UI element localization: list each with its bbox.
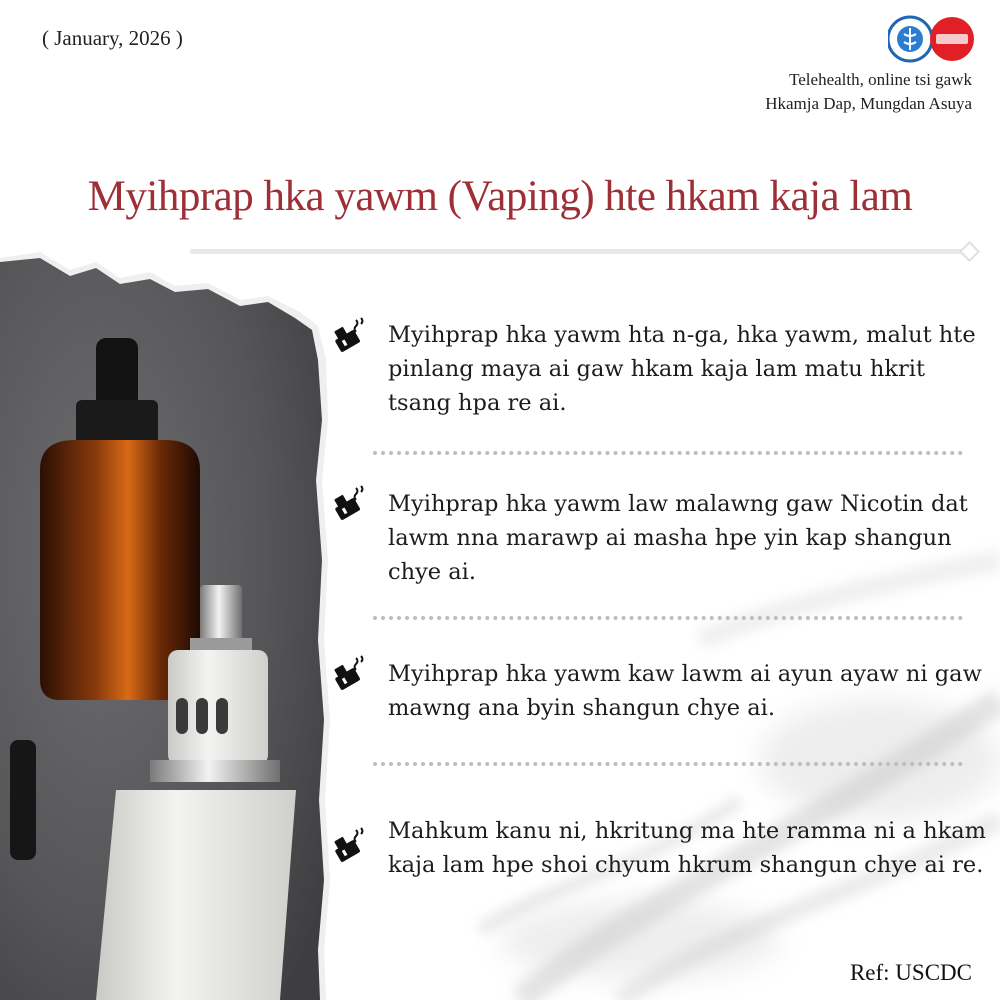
vape-icon xyxy=(326,652,368,694)
reference-label: Ref: USCDC xyxy=(849,960,972,985)
list-item-1: Myihprap hka yawm hta n-ga, hka yawm, malut hte pinlang maya ai gaw hkam kaja lam matu hkrit tsang hpa re ai. xyxy=(388,322,976,416)
dotted-separator xyxy=(373,451,963,455)
ministry-logos xyxy=(888,14,974,64)
vape-icon xyxy=(326,314,368,356)
vape-icon xyxy=(326,482,368,524)
list-item-2: Myihprap hka yawm law malawng gaw Nicotin dat lawm nna marawp ai masha hpe yin kap shangun chye ai. xyxy=(388,491,968,585)
page-title: Myihprap hka yawm (Vaping) hte hkam kaja lam xyxy=(87,173,913,220)
vape-icon xyxy=(326,824,368,866)
date-label: ( January, 2026 ) xyxy=(42,26,183,50)
org-line-2: Hkamja Dap, Mungdan Asuya xyxy=(765,94,972,113)
dotted-separator xyxy=(373,762,963,766)
org-info xyxy=(765,68,972,116)
title-divider xyxy=(190,249,968,254)
list-item-3: Myihprap hka yawm kaw lawm ai ayun ayaw ni gaw mawng ana byin shangun chye ai. xyxy=(388,661,982,721)
list-item-4: Mahkum kanu ni, hkritung ma hte ramma ni a hkam kaja lam hpe shoi chyum hkrum shangun chye ai re. xyxy=(388,818,986,878)
org-line-1: Telehealth, online tsi gawk xyxy=(789,70,972,89)
dotted-separator xyxy=(373,616,963,620)
